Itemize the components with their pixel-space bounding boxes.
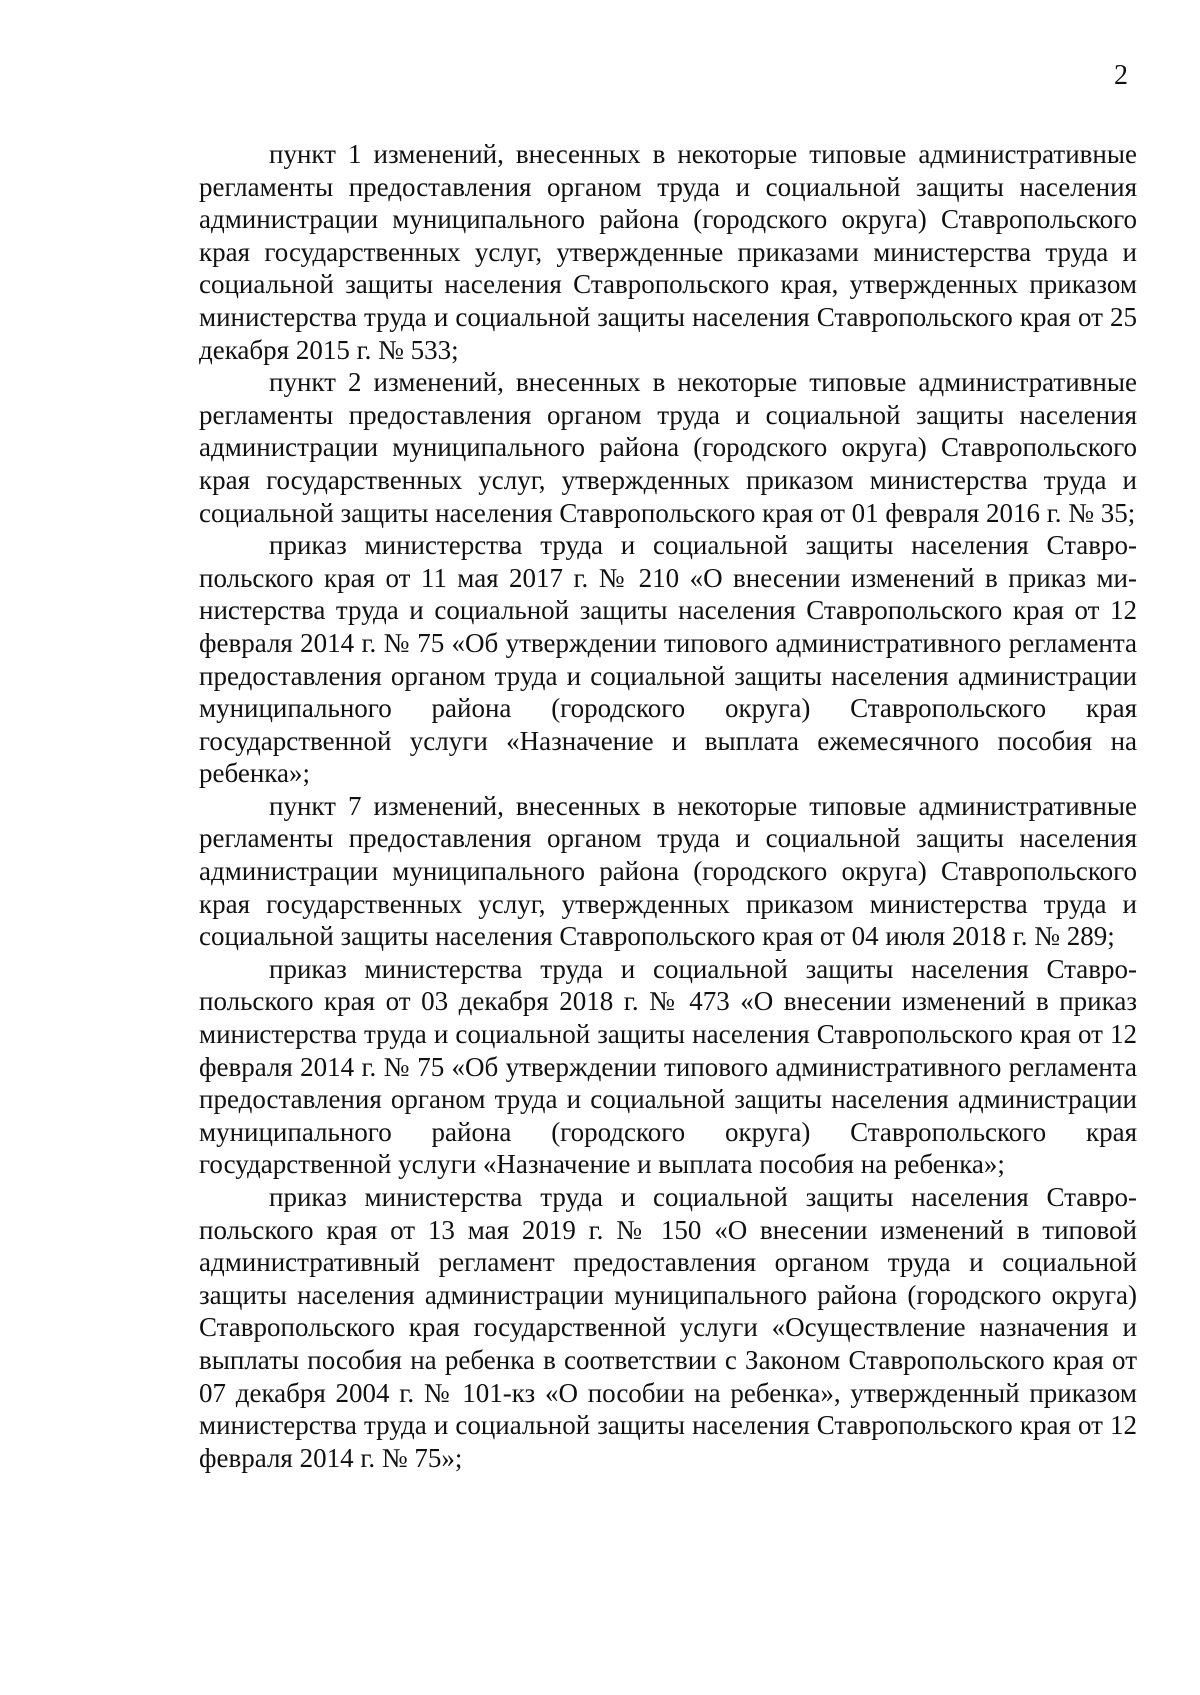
- document-body: [199, 138, 1137, 1474]
- paragraph-4: пункт 7 изменений, внесенных в некоторые типовые административные регламенты предоставления органом труда и социальной защиты населения администрации муниципального района (городского округа) Ставропольского края государственных услуг, утвержденных приказом министерства труда и социальной защиты населения Ставропольского края от 04 июля 2018 г. № 289;: [199, 790, 1137, 952]
- paragraph-5: приказ министерства труда и социальной защиты населения Ставропольского края от 03 декабря 2018 г. № 473 «О внесении изменений в приказ министерства труда и социальной защиты населения Ставропольского края от 12 февраля 2014 г. № 75 «Об утверждении типового административного регламента предоставления органом труда и социальной защиты населения администрации муниципального района (городского округа) Ставропольского края государственной услуги «Назначение и выплата пособия на ребенка»;: [199, 953, 1137, 1180]
- paragraph-3: приказ министерства труда и социальной защиты населения Ставропольского края от 11 мая 2017 г. № 210 «О внесении изменений в приказ министерства труда и социальной защиты населения Ставропольского края от 12 февраля 2014 г. № 75 «Об утверждении типового административного регламента предоставления органом труда и социальной защиты населения администрации муниципального района (городского округа) Ставропольского края государственной услуги «Назначение и выплата ежемесячного пособия на ребенка»;: [199, 530, 1137, 789]
- page-number: 2: [1114, 60, 1128, 91]
- paragraph-2: пункт 2 изменений, внесенных в некоторые типовые административные регламенты предоставления органом труда и социальной защиты населения администрации муниципального района (городского округа) Ставропольского края государственных услуг, утвержденных приказом министерства труда и социальной защиты населения Ставропольского края от 01 февраля 2016 г. № 35;: [199, 367, 1137, 528]
- paragraph-6: приказ министерства труда и социальной защиты населения Ставропольского края от 13 мая 2019 г. № 150 «О внесении изменений в типовой административный регламент предоставления органом труда и социальной защиты населения администрации муниципального района (городского округа) Ставропольского края государственной услуги «Осуществление назначения и выплаты пособия на ребенка в соответствии с Законом Ставропольского края от 07 декабря 2004 г. № 101-кз «О пособии на ребенка», утвержденный приказом министерства труда и социальной защиты населения Ставропольского края от 12 февраля 2014 г. № 75»;: [199, 1182, 1137, 1473]
- paragraph-1: пункт 1 изменений, внесенных в некоторые типовые административные регламенты предоставления органом труда и социальной защиты населения администрации муниципального района (городского округа) Ставропольского края государственных услуг, утвержденные приказами министерства труда и социальной защиты населения Ставропольского края, утвержденных приказом министерства труда и социальной защиты населения Ставропольского края от 25 декабря 2015 г. № 533;: [199, 139, 1137, 365]
